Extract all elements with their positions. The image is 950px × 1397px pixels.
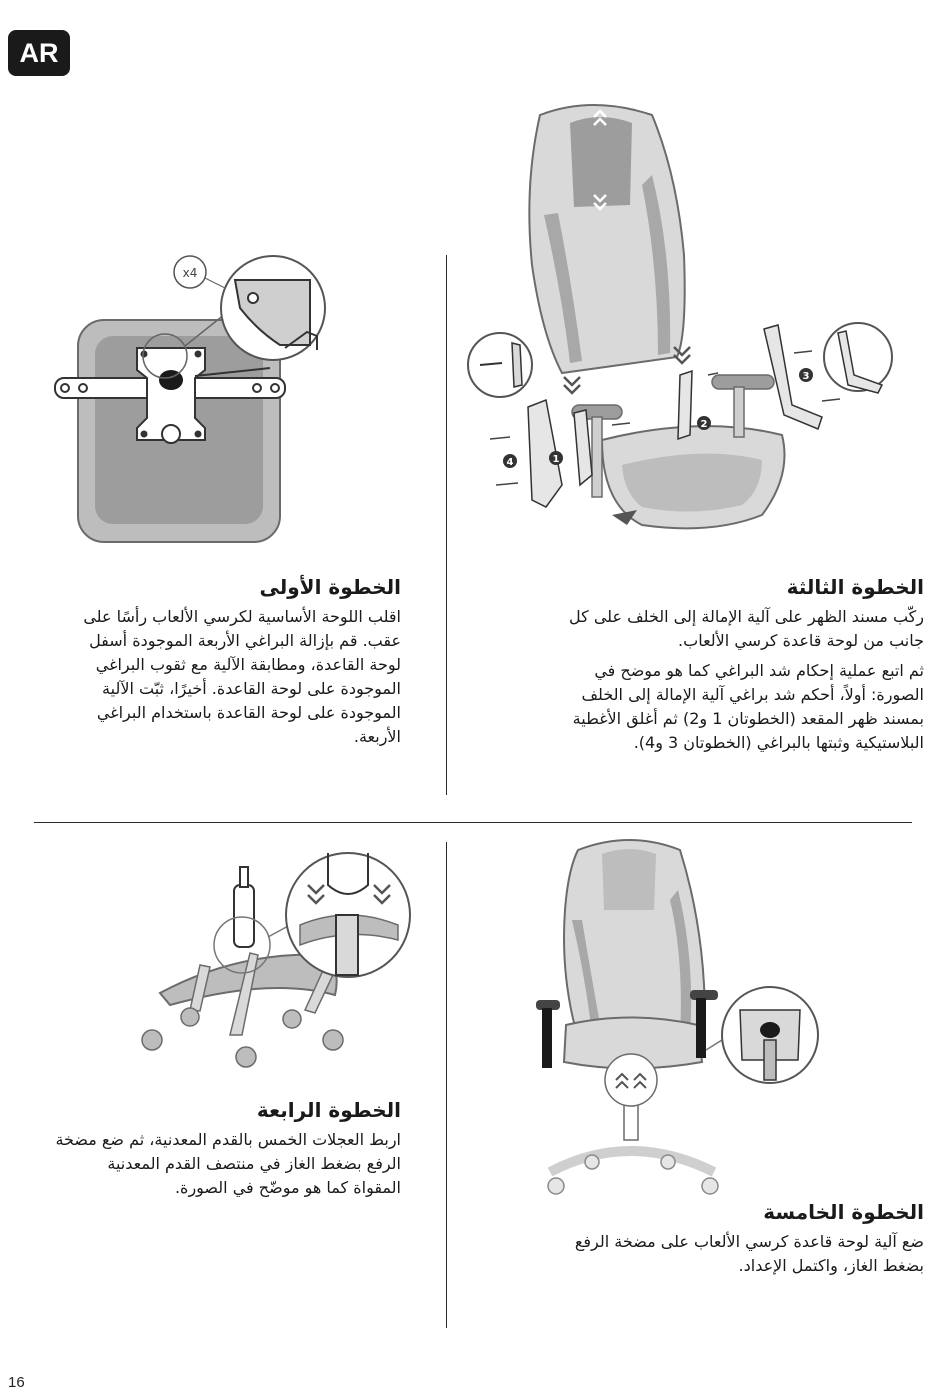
callout-2	[697, 416, 711, 430]
divider-bottom-vertical	[446, 842, 447, 1328]
svg-text:1: 1	[552, 454, 560, 465]
step1-body: اقلب اللوحة الأساسية لكرسي الألعاب رأسًا على عقب. قم بإزالة البراغي الأربعة الموجودة أسفل لوحة القاعدة، ومطابقة الآلية مع ثقوب البراغي الموجودة على لوحة القاعدة. أخيرًا، ثبّت الآلية الموجودة على لوحة القاعدة باستخدام البراغي الأربعة.	[83, 607, 401, 746]
chair-star-base	[550, 1151, 714, 1172]
step3-title: الخطوة الثالثة	[786, 575, 924, 599]
svg-text:4: 4	[506, 457, 514, 468]
step5-title: الخطوة الخامسة	[763, 1200, 924, 1224]
step3-illustration	[462, 95, 902, 545]
step3-body-1: ركّب مسند الظهر على آلية الإمالة إلى الخلف على كل جانب من لوحة قاعدة كرسي الألعاب.	[569, 607, 924, 650]
step4-illustration	[130, 845, 420, 1075]
step3-body-2: ثم اتبع عملية إحكام شد البراغي كما هو موضح في الصورة: أولاً، أحكم شد براغي آلية الإمالة إلى الخلف بمسند ظهر المقعد (الخطوتان 1 و2) ثم أغلق الأغطية البلاستيكية وثبتها بالبراغي (الخطوتان 3 و4).	[572, 661, 924, 752]
svg-text:2: 2	[700, 419, 708, 430]
step3-section	[560, 575, 924, 761]
step4-body: اربط العجلات الخمس بالقدم المعدنية، ثم ضع مضخة الرفع بضغط الغاز في منتصف القدم المعدنية المقواة كما هو موضّح في الصورة.	[55, 1130, 401, 1197]
svg-text:3: 3	[802, 371, 810, 382]
step5-illustration	[530, 830, 830, 1200]
gas-lift	[234, 885, 254, 947]
divider-horizontal	[34, 822, 912, 823]
step5-body: ضع آلية لوحة قاعدة كرسي الألعاب على مضخة الرفع بضغط الغاز، واكتمل الإعداد.	[574, 1232, 924, 1275]
screw-count-label: x4	[182, 266, 198, 280]
divider-top-vertical	[446, 255, 447, 795]
step1-title: الخطوة الأولى	[259, 575, 401, 599]
language-badge: AR	[8, 30, 70, 76]
tilt-bracket-right	[678, 371, 692, 439]
step4-section	[55, 1098, 401, 1206]
callout-4	[503, 454, 517, 468]
page-number: 16	[8, 1374, 25, 1391]
step1-section	[55, 575, 401, 755]
callout-3	[799, 368, 813, 382]
step5-section	[560, 1200, 924, 1284]
callout-1	[549, 451, 563, 465]
step1-illustration	[45, 250, 335, 550]
step4-title: الخطوة الرابعة	[256, 1098, 401, 1122]
detail-magnifier-left	[468, 333, 532, 397]
